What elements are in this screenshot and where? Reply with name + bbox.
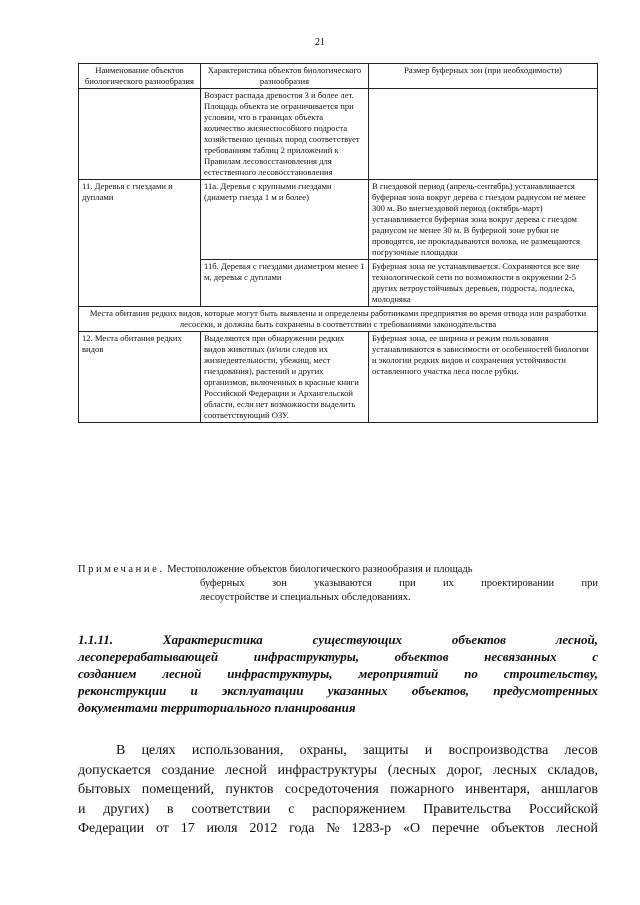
text-word: указываются xyxy=(314,578,372,589)
cell-buffer-zone: Буферная зона не устанавливается. Сохраняются все вне технологической сети по возможности в окружении 2-5 других ветроустойчивых деревьев, подроста, подлеска, молодняка xyxy=(369,260,598,307)
text-word: воспроизводства xyxy=(448,743,549,758)
text-word: допускается xyxy=(78,762,151,778)
text-word: инфраструктуры, xyxy=(227,666,333,681)
cell-empty xyxy=(79,89,201,180)
text-word: пожарного xyxy=(390,782,455,797)
text-word: лесоперерабатывающей xyxy=(78,649,219,664)
text-word: зон xyxy=(271,578,287,589)
text-word: бытовых xyxy=(78,782,131,797)
header-buffer-zone: Размер буферных зон (при необходимости) xyxy=(369,64,598,89)
text-word: использования, xyxy=(191,743,284,758)
cell-merged-section: Места обитания редких видов, которые могут быть выявлены и определены работниками предприятия во время отвода или разработки лесосеки, и должны быть сохранены в соответствии с требованиями законодательства xyxy=(79,307,598,332)
text-word: инвентаря, xyxy=(465,782,530,797)
text-word: пунктов xyxy=(225,782,274,797)
text-word: лесной xyxy=(556,821,598,836)
text-word: защиты xyxy=(363,743,409,758)
cell-object-name: 11. Деревья с гнездами и дуплами xyxy=(79,180,201,307)
text-word: Характеристика xyxy=(162,632,263,647)
text-word: лесов xyxy=(564,743,598,758)
text-word: лесной, xyxy=(555,632,598,647)
text-word: объектов xyxy=(491,821,545,836)
text-word: строительству, xyxy=(503,666,598,681)
text-word: при xyxy=(581,578,598,589)
text-word: 1283-р xyxy=(351,821,392,836)
text-word: объектов xyxy=(394,649,449,664)
text-word: при xyxy=(399,578,416,589)
text-word: других) xyxy=(103,801,150,817)
cell-empty xyxy=(369,89,598,180)
text-word: проектировании xyxy=(481,578,555,589)
header-object-name: Наименование объектов биологического разнообразия xyxy=(79,64,201,89)
table-header-row xyxy=(79,64,598,89)
text-word: 2012 xyxy=(249,821,278,836)
text-word: объектов xyxy=(451,632,506,647)
text-word: создание xyxy=(161,762,215,778)
text-word: и xyxy=(78,801,86,817)
text-word: с xyxy=(592,649,598,664)
table-row xyxy=(79,307,598,332)
text-word: 1.1.11. xyxy=(78,632,114,647)
biodiversity-table xyxy=(78,63,598,423)
section-heading xyxy=(78,631,598,716)
cell-characteristic: 11а. Деревья с крупными гнездами (диаметр гнезда 1 м и более) xyxy=(201,180,369,260)
cell-buffer-zone: Буферная зона, ее ширина и режим пользования устанавливаются в зависимости от особенностей биологии и экологии редких видов и сохранения устойчивости оставленного участка леса после рубки. xyxy=(369,332,598,423)
text-word: (лесных xyxy=(387,762,437,778)
text-word: эксплуатации xyxy=(221,683,304,698)
note-text-line xyxy=(200,577,598,591)
text-word: целях xyxy=(141,743,176,758)
text-word: инфраструктуры, xyxy=(253,649,360,664)
text-word: предусмотренных xyxy=(493,683,598,698)
text-word: Правительства xyxy=(423,801,512,817)
cell-object-name: 12. Места обитания редких видов xyxy=(79,332,201,423)
header-object-characteristic: Характеристика объектов биологического разнообразия xyxy=(201,64,369,89)
text-word: указанных xyxy=(327,683,388,698)
text-word: лесных xyxy=(493,762,537,778)
text-word: инфраструктуры xyxy=(277,762,378,778)
page-number: 21 xyxy=(315,37,325,48)
text-word: мероприятий xyxy=(358,666,439,681)
text-word: объектов, xyxy=(411,683,470,698)
text-word: документами территориального планирования xyxy=(78,700,356,715)
text-word: «О xyxy=(402,821,421,836)
body-paragraph xyxy=(78,741,598,839)
text-word: по xyxy=(464,666,478,681)
cell-characteristic: Возраст распада древостоя 3 и более лет. Площадь объекта не ограничивается при условии, что в границах объекта количество жизнеспособного подроста хозяйственно ценных пород соответствует требованиям таблиц 2 приложений к Правилам лесовосстановления для естественного лесовосстановления xyxy=(201,89,369,180)
note-label: Примечание. xyxy=(78,564,165,575)
text-word: реконструкции xyxy=(78,683,167,698)
text-word: № xyxy=(326,821,340,836)
table-row xyxy=(79,180,598,260)
text-word: складов, xyxy=(547,762,598,778)
text-word: несвязанных xyxy=(484,649,557,664)
text-word: созданием xyxy=(78,666,137,681)
text-word: аншлагов xyxy=(541,782,598,797)
text-word: дорог, xyxy=(446,762,483,778)
text-word: охраны, xyxy=(299,743,347,758)
text-word: в xyxy=(166,801,174,817)
cell-characteristic: Выделяются при обнаружении редких видов животных (и/или следов их жизнедеятельности, убежищ, мест гнездования), растений и других организмов, включенных в красные книги Российской Федерации и Архангельской области, если нет возможности выделить соответствующий ОЗУ. xyxy=(201,332,369,423)
cell-buffer-zone: В гнездовой период (апрель-сентябрь) устанавливается буферная зона вокруг дерева с гнездом радиусом не менее 300 м. Во внегнездовой период (октябрь-март) устанавливается буферная зона вокруг дерева с гнездом радиусом не менее 30 м. В буферной зоне рубки не проводятся, не прокладываются волока, не размещаются погрузочные площадки xyxy=(369,180,598,260)
text-word: распоряжением xyxy=(312,801,406,817)
text-word: помещений, xyxy=(141,782,215,797)
text-word: лесной xyxy=(162,666,202,681)
text-word: буферных xyxy=(200,578,245,589)
table-note xyxy=(78,563,598,605)
cell-characteristic: 11б. Деревья с гнездами диаметром менее 1 м, деревья с дуплами xyxy=(201,260,369,307)
table-row xyxy=(79,89,598,180)
text-word: от xyxy=(155,821,169,836)
text-word: соответствии xyxy=(191,801,271,817)
text-word: их xyxy=(442,578,454,589)
text-word: с xyxy=(288,801,295,817)
note-text-line: Местоположение объектов биологического разнообразия и площадь xyxy=(167,564,473,575)
table-row xyxy=(79,332,598,423)
text-word: сосредоточения xyxy=(284,782,379,797)
text-word: июля xyxy=(206,821,238,836)
text-word: и xyxy=(190,683,198,698)
text-word: Федерации xyxy=(78,821,145,836)
note-text-line: лесоустройстве и специальных обследованиях. xyxy=(200,592,411,603)
text-word: года xyxy=(289,821,315,836)
text-word: Российской xyxy=(529,801,598,817)
text-word: лесной xyxy=(225,762,267,778)
text-word: существующих xyxy=(312,632,403,647)
text-word: и xyxy=(424,743,433,758)
text-word: В xyxy=(116,743,126,758)
text-word: 17 xyxy=(180,821,195,836)
text-word: перечне xyxy=(431,821,480,836)
